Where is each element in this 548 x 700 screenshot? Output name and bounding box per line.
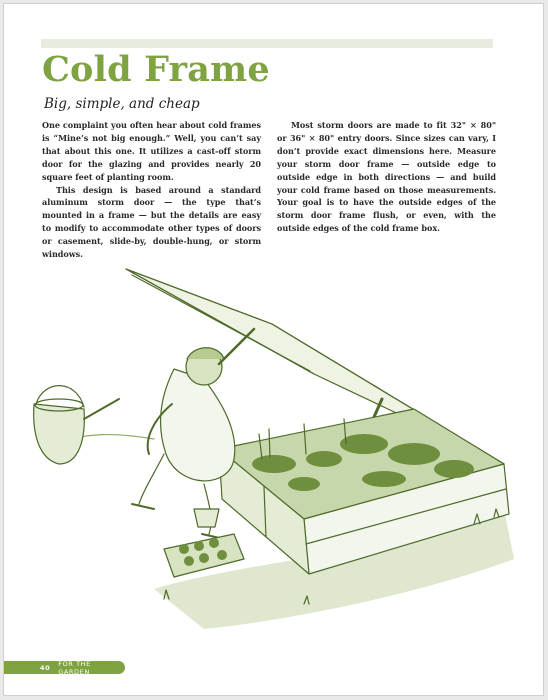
page-title: Cold Frame (42, 49, 270, 90)
paragraph-storm-doors: Most storm doors are made to fit 32" × 80" or 36" × 80" entry doors. Since sizes can vary, I don’t provide exact dimensions here. Measure your storm door frame — outside edge to outside edge in both directions — and build your cold frame based on those measurements. Your goal is to have the outside edges of the storm door frame flush, or even, with the outside edges of the cold frame box. (277, 120, 496, 234)
page-number: 40 (40, 663, 51, 672)
right-column (277, 119, 496, 261)
left-column (42, 119, 261, 261)
paragraph-design: This design is based around a standard aluminum storm door — the type that’s mounted in a frame — but the details are easy to modify to accommodate other types of doors or casement, slide-by, double-hung, or storm windows. (42, 184, 261, 260)
document-page (3, 3, 544, 696)
body-columns (42, 119, 496, 261)
page-subtitle: Big, simple, and cheap (44, 96, 200, 112)
title-band (41, 39, 493, 48)
section-name: FOR THE GARDEN (58, 659, 91, 676)
paragraph-intro: One complaint you often hear about cold frames is “Mine’s not big enough.” Well, you can’t say that about this one. It utilizes a cast-off storm door for the glazing and provides nearly 20 square feet of planting room. (42, 120, 261, 182)
cold-frame-illustration (4, 259, 544, 659)
footer-bar (4, 661, 125, 674)
